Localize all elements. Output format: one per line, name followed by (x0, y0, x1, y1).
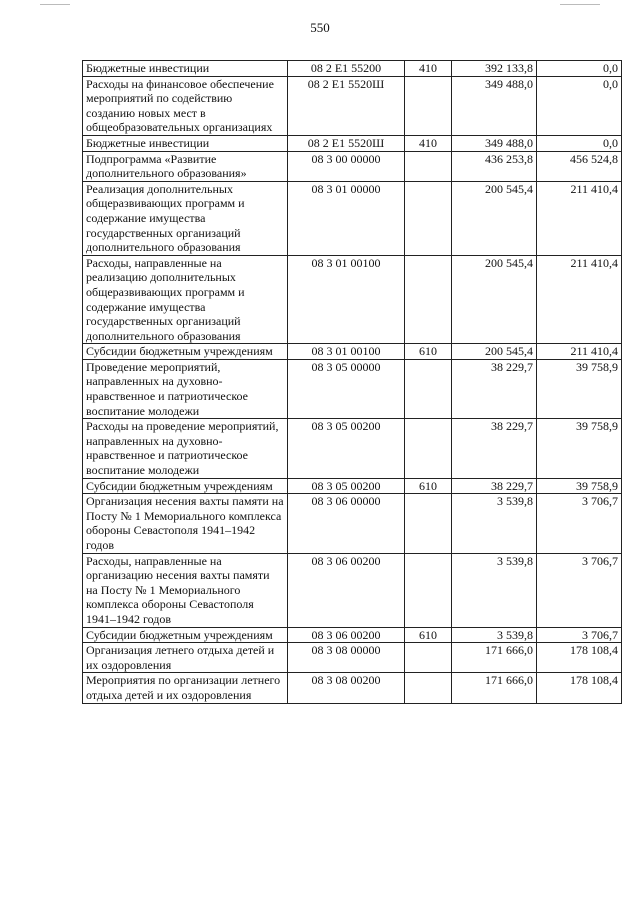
row-expense-type (405, 151, 452, 181)
row-name: Расходы на финансовое обеспечение мероприятий по содействию созданию новых мест в общеобразовательных организациях (83, 76, 288, 135)
page-number: 550 (310, 20, 330, 35)
row-amount-year-2: 39 758,9 (537, 359, 622, 418)
table-row (83, 255, 622, 344)
row-name: Организация летнего отдыха детей и их оздоровления (83, 643, 288, 673)
row-amount-year-1: 38 229,7 (452, 478, 537, 494)
row-name: Расходы, направленные на организацию несения вахты памяти на Посту № 1 Мемориального комплекса обороны Севастополя 1941–1942 годов (83, 553, 288, 627)
row-amount-year-2: 0,0 (537, 61, 622, 77)
row-amount-year-2: 0,0 (537, 135, 622, 151)
scan-mark-left (40, 4, 70, 5)
row-name: Субсидии бюджетным учреждениям (83, 344, 288, 360)
row-name: Проведение мероприятий, направленных на духовно-нравственное и патриотическое воспитание молодежи (83, 359, 288, 418)
table-row (83, 61, 622, 77)
row-name: Субсидии бюджетным учреждениям (83, 627, 288, 643)
row-amount-year-1: 200 545,4 (452, 255, 537, 344)
row-code: 08 3 06 00200 (288, 553, 405, 627)
row-expense-type: 410 (405, 135, 452, 151)
row-code: 08 3 00 00000 (288, 151, 405, 181)
row-expense-type (405, 673, 452, 703)
row-amount-year-1: 349 488,0 (452, 76, 537, 135)
row-amount-year-2: 3 706,7 (537, 553, 622, 627)
table-row (83, 359, 622, 418)
table-row (83, 135, 622, 151)
row-amount-year-2: 39 758,9 (537, 419, 622, 478)
row-expense-type (405, 359, 452, 418)
row-amount-year-1: 3 539,8 (452, 494, 537, 553)
row-code: 08 3 05 00200 (288, 419, 405, 478)
row-amount-year-2: 178 108,4 (537, 673, 622, 703)
budget-table (82, 60, 622, 704)
row-amount-year-2: 3 706,7 (537, 627, 622, 643)
row-name: Мероприятия по организации летнего отдыха детей и их оздоровления (83, 673, 288, 703)
row-amount-year-2: 211 410,4 (537, 255, 622, 344)
row-code: 08 3 08 00200 (288, 673, 405, 703)
row-amount-year-2: 211 410,4 (537, 344, 622, 360)
row-amount-year-1: 200 545,4 (452, 181, 537, 255)
row-code: 08 2 E1 55200 (288, 61, 405, 77)
row-amount-year-2: 39 758,9 (537, 478, 622, 494)
row-name: Подпрограмма «Развитие дополнительного образования» (83, 151, 288, 181)
row-expense-type: 410 (405, 61, 452, 77)
table-row (83, 76, 622, 135)
row-expense-type (405, 419, 452, 478)
row-amount-year-2: 456 524,8 (537, 151, 622, 181)
row-name: Расходы, направленные на реализацию дополнительных общеразвивающих программ и содержание имущества государственных организаций дополнительного образования (83, 255, 288, 344)
row-amount-year-1: 3 539,8 (452, 627, 537, 643)
row-expense-type (405, 643, 452, 673)
row-expense-type (405, 255, 452, 344)
row-amount-year-2: 211 410,4 (537, 181, 622, 255)
table-row (83, 627, 622, 643)
row-name: Субсидии бюджетным учреждениям (83, 478, 288, 494)
row-name: Организация несения вахты памяти на Посту № 1 Мемориального комплекса обороны Севастополя 1941–1942 годов (83, 494, 288, 553)
row-name: Расходы на проведение мероприятий, направленных на духовно-нравственное и патриотическое воспитание молодежи (83, 419, 288, 478)
row-name: Реализация дополнительных общеразвивающих программ и содержание имущества государственных организаций дополнительного образования (83, 181, 288, 255)
row-code: 08 3 01 00000 (288, 181, 405, 255)
row-amount-year-1: 171 666,0 (452, 673, 537, 703)
row-code: 08 3 05 00000 (288, 359, 405, 418)
row-name: Бюджетные инвестиции (83, 135, 288, 151)
row-code: 08 3 06 00200 (288, 627, 405, 643)
table-row (83, 181, 622, 255)
table-row (83, 553, 622, 627)
row-amount-year-1: 171 666,0 (452, 643, 537, 673)
row-expense-type (405, 181, 452, 255)
scan-mark-right (560, 4, 600, 5)
row-code: 08 3 01 00100 (288, 255, 405, 344)
row-amount-year-1: 392 133,8 (452, 61, 537, 77)
row-amount-year-2: 3 706,7 (537, 494, 622, 553)
row-code: 08 2 E1 5520Ш (288, 135, 405, 151)
row-code: 08 3 08 00000 (288, 643, 405, 673)
row-amount-year-1: 3 539,8 (452, 553, 537, 627)
table-row (83, 478, 622, 494)
row-amount-year-2: 178 108,4 (537, 643, 622, 673)
row-code: 08 3 06 00000 (288, 494, 405, 553)
row-code: 08 2 E1 5520Ш (288, 76, 405, 135)
row-amount-year-1: 200 545,4 (452, 344, 537, 360)
table-row (83, 494, 622, 553)
row-expense-type (405, 553, 452, 627)
row-code: 08 3 01 00100 (288, 344, 405, 360)
table-row (83, 344, 622, 360)
row-code: 08 3 05 00200 (288, 478, 405, 494)
budget-table-body (83, 61, 622, 704)
row-amount-year-1: 436 253,8 (452, 151, 537, 181)
table-row (83, 151, 622, 181)
row-amount-year-1: 38 229,7 (452, 359, 537, 418)
row-amount-year-1: 38 229,7 (452, 419, 537, 478)
row-name: Бюджетные инвестиции (83, 61, 288, 77)
row-expense-type: 610 (405, 627, 452, 643)
row-amount-year-2: 0,0 (537, 76, 622, 135)
table-row (83, 643, 622, 673)
table-row (83, 673, 622, 703)
row-expense-type: 610 (405, 478, 452, 494)
row-expense-type (405, 494, 452, 553)
row-expense-type: 610 (405, 344, 452, 360)
table-row (83, 419, 622, 478)
row-amount-year-1: 349 488,0 (452, 135, 537, 151)
row-expense-type (405, 76, 452, 135)
